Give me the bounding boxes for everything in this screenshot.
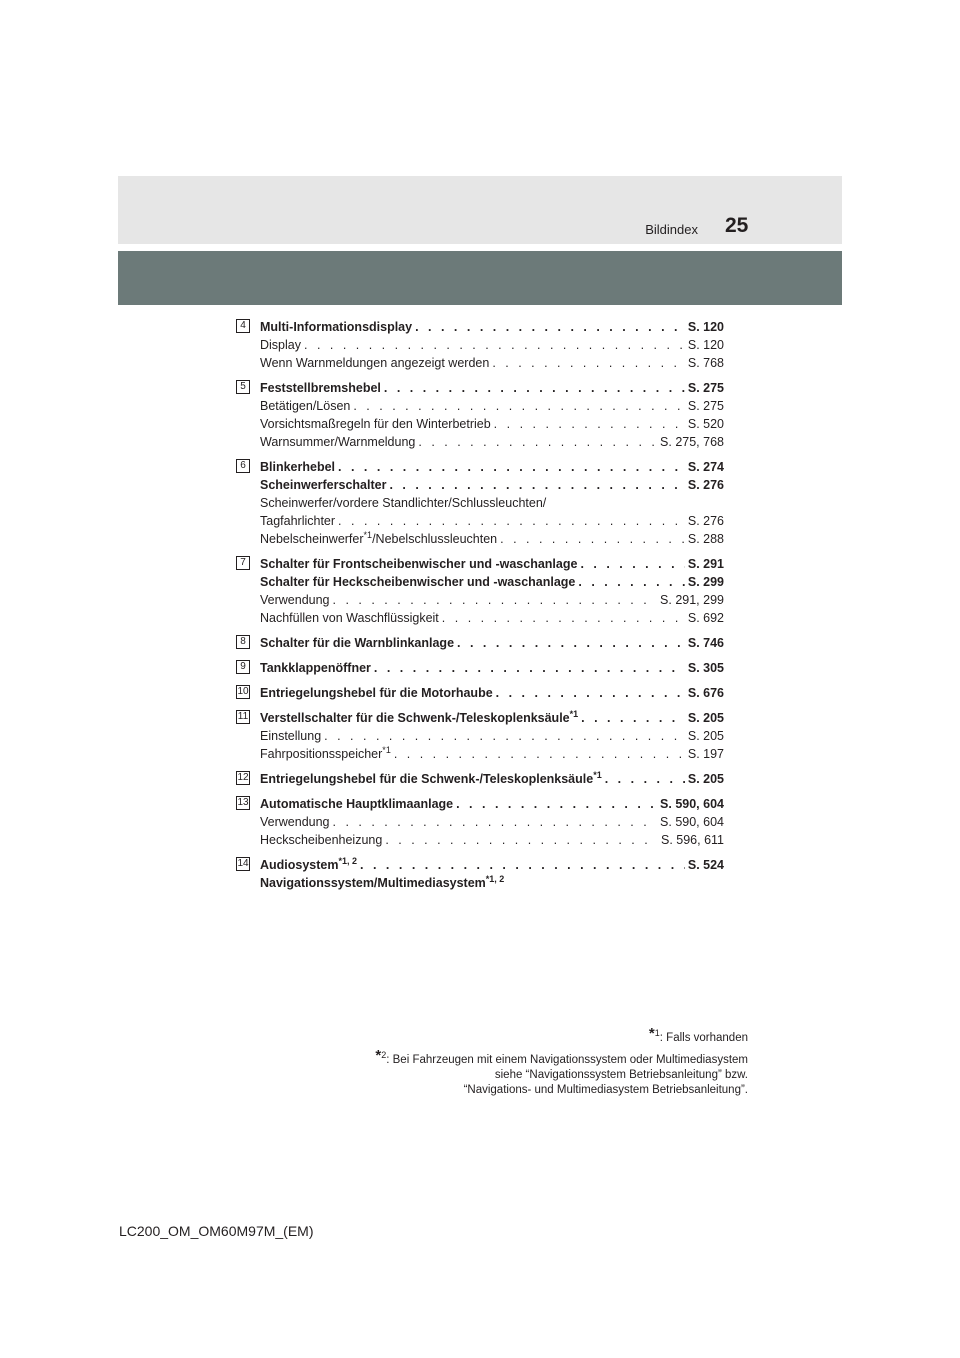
index-entry [236, 709, 724, 763]
index-line-label [260, 379, 381, 397]
label-text: Wenn Warnmeldungen angezeigt werden [260, 356, 490, 370]
dot-leader [360, 856, 685, 874]
label-text: Automatische Hauptklimaanlage [260, 797, 454, 811]
page-reference[interactable]: S. 276 [687, 514, 724, 528]
index-line-label [260, 433, 415, 451]
index-line-label [260, 354, 489, 372]
dot-leader [333, 591, 658, 609]
page-reference[interactable]: S. 590, 604 [660, 815, 724, 829]
dot-leader [394, 745, 685, 763]
dot-leader [456, 795, 657, 813]
dot-leader [415, 318, 685, 336]
page-reference[interactable]: S. 205 [687, 729, 724, 743]
label-text: Fahrpositionsspeicher [260, 747, 383, 761]
label-text: Heckscheibenheizung [260, 833, 383, 847]
index-line [260, 709, 724, 727]
index-entry [236, 659, 724, 677]
dot-leader [496, 684, 685, 702]
dot-leader [333, 813, 658, 831]
footnote-number: 1 [654, 1028, 660, 1039]
footnote-reference [486, 874, 505, 884]
label-text: Entriegelungshebel für die Schwenk-/Teleskoplenksäule [260, 772, 594, 786]
index-line [260, 745, 724, 763]
label-text: Multi-Informationsdisplay [260, 320, 413, 334]
label-text: Vorsichtsmaßregeln für den Winterbetrieb [260, 417, 491, 431]
asterisk-icon: * [485, 873, 490, 884]
footnote-number: 1 [573, 708, 579, 719]
dot-leader [374, 659, 685, 677]
index-entry [236, 379, 724, 451]
dot-leader [353, 397, 685, 415]
index-line [260, 336, 724, 354]
index-line [260, 494, 724, 512]
page-reference[interactable]: S. 520 [687, 417, 724, 431]
entry-number-badge: 6 [236, 459, 250, 473]
index-line-label [260, 684, 493, 702]
entry-number-badge: 8 [236, 635, 250, 649]
footnote-line [375, 1083, 748, 1098]
page-reference[interactable]: S. 274 [687, 460, 724, 474]
page-reference[interactable]: S. 692 [687, 611, 724, 625]
index-line-label [260, 709, 578, 727]
page-reference[interactable]: S. 746 [687, 636, 724, 650]
dot-leader [418, 433, 657, 451]
index-line [260, 555, 724, 573]
index-line-label [260, 476, 386, 494]
footnote-text: : Bei Fahrzeugen mit einem Navigationssystem oder Multimediasystem [386, 1054, 748, 1066]
label-text-after: /Nebelschlussleuchten [372, 532, 498, 546]
index-line [260, 379, 724, 397]
index-list [236, 318, 724, 899]
page-reference[interactable]: S. 205 [687, 772, 724, 786]
label-text: Verstellschalter für die Schwenk-/Teleskoplenksäule [260, 711, 570, 725]
index-line-label [260, 609, 439, 627]
label-text: Schalter für Heckscheibenwischer und -waschanlage [260, 575, 576, 589]
label-text: Verwendung [260, 815, 330, 829]
index-line [260, 530, 724, 548]
dot-leader [442, 609, 685, 627]
label-text: Nachfüllen von Waschflüssigkeit [260, 611, 439, 625]
label-text: Tagfahrlichter [260, 514, 336, 528]
footnote [375, 1026, 748, 1046]
index-line-label [260, 318, 412, 336]
entry-number-badge: 14 [237, 858, 249, 869]
label-text: Navigationssystem/Multimediasystem [260, 876, 486, 890]
label-text: Warnsummer/Warnmeldung [260, 435, 416, 449]
asterisk-icon: * [648, 1025, 655, 1042]
index-line [260, 874, 724, 892]
index-line [260, 591, 724, 609]
index-line-label [260, 458, 335, 476]
entry-number-badge: 11 [237, 711, 249, 722]
index-line [260, 684, 724, 702]
dot-leader [324, 727, 685, 745]
index-line [260, 512, 724, 530]
footnote-number: 2 [381, 1050, 387, 1061]
footnote-line [375, 1026, 748, 1046]
header-band-dark [118, 251, 842, 305]
entry-number-badge: 7 [236, 556, 250, 570]
footnote-reference [339, 856, 358, 866]
index-line-label [260, 856, 357, 874]
page-reference[interactable]: S. 197 [687, 747, 724, 761]
asterisk-icon: * [338, 855, 343, 866]
label-text: Display [260, 338, 301, 352]
dot-leader [384, 379, 685, 397]
page-reference[interactable]: S. 590, 604 [660, 797, 724, 811]
index-line [260, 573, 724, 591]
index-line [260, 813, 724, 831]
dot-leader [500, 530, 685, 548]
label-text: Einstellung [260, 729, 322, 743]
document-code: LC200_OM_OM60M97M_(EM) [119, 1223, 314, 1239]
footnote [375, 1048, 748, 1098]
index-line-label [260, 415, 491, 433]
dot-leader [304, 336, 685, 354]
index-entry [236, 318, 724, 372]
asterisk-icon: * [363, 529, 368, 540]
page-reference[interactable]: S. 768 [687, 356, 724, 370]
footnote-line [375, 1068, 748, 1083]
index-line-label [260, 659, 371, 677]
dot-leader [581, 709, 685, 727]
dot-leader [578, 573, 684, 591]
footnote-reference [364, 530, 373, 540]
page-reference[interactable]: S. 299 [687, 575, 724, 589]
page-reference[interactable]: S. 275, 768 [660, 435, 724, 449]
section-title: Bildindex [645, 222, 698, 237]
index-line [260, 354, 724, 372]
footnote-text: siehe “Navigationssystem Betriebsanleitung” bzw. [494, 1069, 748, 1081]
footnote-text: : Falls vorhanden [659, 1032, 748, 1044]
dot-leader [580, 555, 684, 573]
index-line [260, 609, 724, 627]
index-line-label [260, 336, 301, 354]
dot-leader [457, 634, 685, 652]
index-line [260, 634, 724, 652]
index-line-label [260, 555, 577, 573]
footnote-line [375, 1048, 748, 1068]
label-text: Verwendung [260, 593, 330, 607]
label-text: Schalter für die Warnblinkanlage [260, 636, 455, 650]
label-text: Scheinwerferschalter [260, 478, 387, 492]
footnote-text: “Navigations- und Multimediasystem Betriebsanleitung”. [463, 1084, 748, 1096]
page-reference[interactable]: S. 676 [687, 686, 724, 700]
page-reference[interactable]: S. 305 [687, 661, 724, 675]
index-entry [236, 684, 724, 702]
label-text: Tankklappenöffner [260, 661, 371, 675]
asterisk-icon: * [375, 1047, 382, 1064]
entry-number-badge: 4 [236, 319, 250, 333]
page-reference[interactable]: S. 291 [687, 557, 724, 571]
index-line [260, 795, 724, 813]
entry-number-badge: 10 [237, 686, 249, 697]
index-line-label [260, 813, 330, 831]
index-line [260, 831, 724, 849]
index-line [260, 458, 724, 476]
asterisk-icon: * [569, 708, 574, 719]
page-reference[interactable]: S. 596, 611 [660, 833, 724, 847]
page-reference[interactable]: S. 120 [687, 338, 724, 352]
index-line-label [260, 745, 391, 763]
label-text: Entriegelungshebel für die Motorhaube [260, 686, 493, 700]
entry-number-badge: 13 [237, 797, 249, 808]
index-line-label [260, 494, 546, 512]
footnote-number: 1 [367, 529, 373, 540]
index-line [260, 415, 724, 433]
page-reference[interactable]: S. 524 [687, 858, 724, 872]
index-line [260, 659, 724, 677]
label-text: Schalter für Frontscheibenwischer und -waschanlage [260, 557, 578, 571]
page-reference[interactable]: S. 276 [687, 478, 724, 492]
page-reference[interactable]: S. 205 [687, 711, 724, 725]
page-reference[interactable]: S. 275 [687, 399, 724, 413]
label-text: Nebelscheinwerfer [260, 532, 364, 546]
index-line-label [260, 591, 330, 609]
label-text: Audiosystem [260, 858, 339, 872]
footnotes [375, 1026, 748, 1100]
index-line-label [260, 831, 382, 849]
index-line [260, 856, 724, 874]
dot-leader [389, 476, 684, 494]
index-line-label [260, 397, 350, 415]
dot-leader [338, 458, 685, 476]
index-entry [236, 555, 724, 627]
footnote-number: 1, 2 [342, 855, 358, 866]
entry-number-badge: 12 [237, 772, 249, 783]
dot-leader [494, 415, 685, 433]
index-line-label [260, 874, 504, 892]
footnote-reference [382, 745, 391, 755]
footnote-number: 1 [596, 769, 602, 780]
label-text: Blinkerhebel [260, 460, 336, 474]
entry-number-badge: 5 [236, 380, 250, 394]
index-line-label [260, 512, 335, 530]
label-text: Feststellbremshebel [260, 381, 381, 395]
page-reference[interactable]: S. 288 [687, 532, 724, 546]
index-line-label [260, 770, 602, 788]
index-entry [236, 770, 724, 788]
index-line [260, 476, 724, 494]
page-reference[interactable]: S. 275 [687, 381, 724, 395]
footnote-reference [570, 709, 579, 719]
index-line-label [260, 727, 321, 745]
index-line [260, 727, 724, 745]
index-line [260, 318, 724, 336]
asterisk-icon: * [593, 769, 597, 780]
page-reference[interactable]: S. 120 [687, 320, 724, 334]
footnote-number: 1 [385, 744, 391, 755]
index-entry [236, 795, 724, 849]
label-text: Scheinwerfer/vordere Standlichter/Schlussleuchten/ [260, 496, 547, 510]
page-number: 25 [725, 214, 749, 237]
index-line [260, 397, 724, 415]
dot-leader [338, 512, 685, 530]
footnote-number: 1, 2 [489, 873, 505, 884]
footnote-reference [593, 770, 602, 780]
index-entry [236, 856, 724, 892]
index-line [260, 770, 724, 788]
dot-leader [605, 770, 685, 788]
index-entry [236, 634, 724, 652]
index-line-label [260, 530, 497, 548]
dot-leader [385, 831, 658, 849]
label-text: Betätigen/Lösen [260, 399, 351, 413]
entry-number-badge: 9 [236, 660, 250, 674]
dot-leader [492, 354, 685, 372]
index-line-label [260, 795, 453, 813]
index-line-label [260, 573, 575, 591]
page-reference[interactable]: S. 291, 299 [660, 593, 724, 607]
index-entry [236, 458, 724, 548]
asterisk-icon: * [382, 744, 386, 755]
index-line [260, 433, 724, 451]
index-line-label [260, 634, 454, 652]
